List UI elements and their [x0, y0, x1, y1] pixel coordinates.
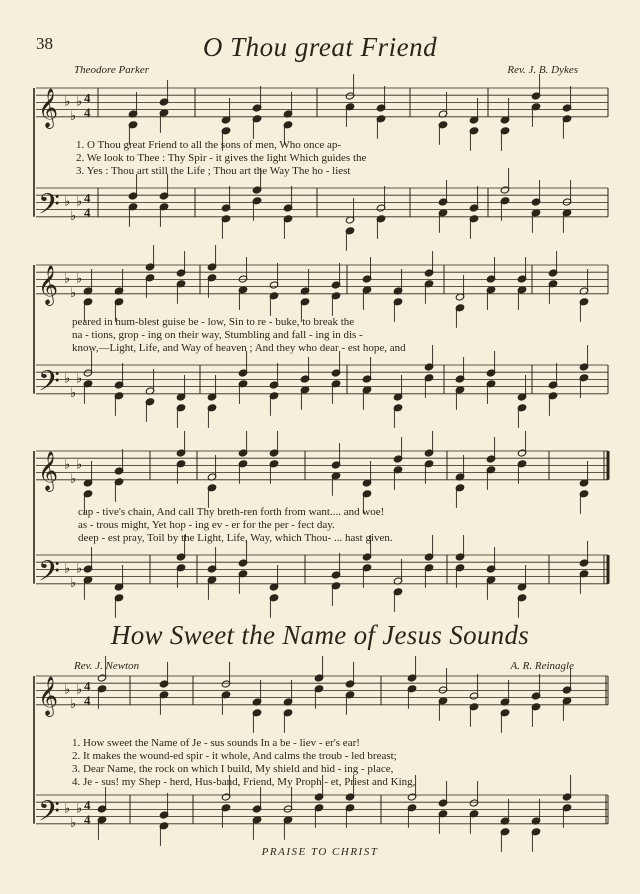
- lyric-line: 1. How sweet the Name of Je - sus sounds In a be - liev - er's ear!: [72, 737, 360, 749]
- lyric-line: cap - tive's chain, And call Thy breth-ren forth from want.... and woe!: [78, 506, 385, 518]
- time-signature: 4: [84, 190, 91, 206]
- hymn-composer: Rev. J. B. Dykes: [507, 64, 578, 76]
- treble-clef: 𝄞: [38, 264, 59, 305]
- time-signature: 4: [84, 692, 91, 708]
- lyric-line: peared in hum-blest guise be - low, Sin to re - buke, to break the: [72, 316, 355, 328]
- time-signature: 4: [84, 797, 91, 813]
- flat-sign: ♭: [70, 814, 77, 830]
- hymn-author: Theodore Parker: [74, 64, 150, 76]
- time-signature: 4: [84, 678, 91, 694]
- flat-sign: ♭: [64, 93, 71, 109]
- page-number: 38: [36, 34, 53, 53]
- bass-clef: 𝄢: [38, 794, 60, 835]
- flat-sign: ♭: [64, 193, 71, 209]
- lyric-line: 4. Je - sus! my Shep - herd, Hus-band, Friend, My Proph - et, Priest and King,: [72, 776, 416, 788]
- flat-sign: ♭: [64, 456, 71, 472]
- flat-sign: ♭: [64, 370, 71, 386]
- flat-sign: ♭: [70, 574, 77, 590]
- flat-sign: ♭: [64, 800, 71, 816]
- lyric-line: deep - est pray, Toil by the Light, Life, Way, which Thou- ... hast given.: [78, 532, 393, 544]
- flat-sign: ♭: [70, 284, 77, 300]
- lyric-line: 3. Yes : Thou art still the Life ; Thou art the Way The ho - liest: [76, 165, 351, 177]
- bass-clef: 𝄢: [38, 187, 60, 228]
- bass-clef: 𝄢: [38, 364, 60, 405]
- time-signature: 4: [84, 104, 91, 120]
- lyric-line: 3. Dear Name, the rock on which I build, My shield and hid - ing - place,: [72, 763, 394, 775]
- flat-sign: ♭: [76, 370, 83, 386]
- flat-sign: ♭: [70, 695, 77, 711]
- lyric-line: 1. O Thou great Friend to all the sons of men, Who once ap-: [76, 139, 342, 151]
- lyric-line: know,—Light, Life, and Way of heaven ; And they who dear - est hope, and: [72, 342, 406, 354]
- bass-clef: 𝄢: [38, 554, 60, 595]
- flat-sign: ♭: [76, 560, 83, 576]
- flat-sign: ♭: [64, 560, 71, 576]
- time-signature: 4: [84, 204, 91, 220]
- flat-sign: ♭: [70, 384, 77, 400]
- flat-sign: ♭: [76, 270, 83, 286]
- page-footer: PRAISE TO CHRIST: [261, 846, 379, 858]
- flat-sign: ♭: [76, 93, 83, 109]
- flat-sign: ♭: [70, 107, 77, 123]
- flat-sign: ♭: [70, 470, 77, 486]
- time-signature: 4: [84, 811, 91, 827]
- hymn-author: Rev. J. Newton: [74, 660, 140, 672]
- treble-clef: 𝄞: [38, 450, 59, 491]
- hymn-title: O Thou great Friend: [202, 32, 438, 62]
- hymn-composer: A. R. Reinagle: [510, 660, 574, 672]
- hymn-title: How Sweet the Name of Jesus Sounds: [110, 620, 530, 650]
- lyric-line: as - trous might, Yet hop - ing ev - er for the per - fect day.: [78, 519, 335, 531]
- flat-sign: ♭: [76, 456, 83, 472]
- treble-clef: 𝄞: [38, 87, 59, 128]
- flat-sign: ♭: [64, 681, 71, 697]
- flat-sign: ♭: [76, 800, 83, 816]
- treble-clef: 𝄞: [38, 675, 59, 716]
- lyric-line: 2. It makes the wound-ed spir - it whole, And calms the troub - led breast;: [72, 750, 397, 762]
- flat-sign: ♭: [76, 681, 83, 697]
- flat-sign: ♭: [64, 270, 71, 286]
- flat-sign: ♭: [76, 193, 83, 209]
- flat-sign: ♭: [70, 207, 77, 223]
- lyric-line: na - tions, grop - ing on their way, Stumbling and fall - ing in dis -: [72, 329, 363, 341]
- lyric-line: 2. We look to Thee : Thy Spir - it gives the light Which guides the: [76, 152, 367, 164]
- time-signature: 4: [84, 90, 91, 106]
